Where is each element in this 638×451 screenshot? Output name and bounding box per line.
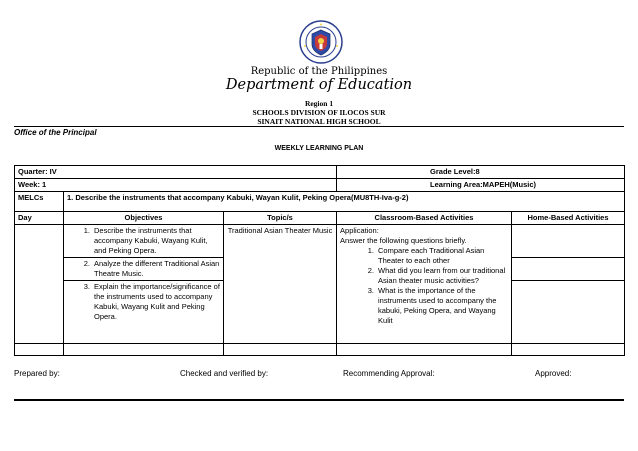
topic-cell: Traditional Asian Theater Music xyxy=(224,225,337,344)
melcs-row xyxy=(15,192,625,212)
column-header-row xyxy=(15,212,625,225)
objective-3: 3. Explain the importance/significance of the instruments used to accompany Kabuki, Wayang Kulit and Peking Opera. xyxy=(64,281,224,344)
weekly-plan-table xyxy=(14,165,625,356)
school-name: SINAIT NATIONAL HIGH SCHOOL xyxy=(257,117,381,126)
approved-label: Approved: xyxy=(535,369,572,378)
col-classroom-activities: Classroom-Based Activities xyxy=(337,212,512,225)
activity-item-2: 2. What did you learn from our traditional Asian theater music activities? xyxy=(367,266,506,285)
office-label: Office of the Principal xyxy=(14,128,97,137)
home-activities-cell-1 xyxy=(512,225,625,258)
recommending-approval-label: Recommending Approval: xyxy=(343,369,435,378)
objective-2: 2. Analyze the different Traditional Asian Theatre Music. xyxy=(64,258,224,281)
week-cell: Week: 1 xyxy=(15,179,337,192)
plan-row-1 xyxy=(15,225,625,258)
deped-seal-icon xyxy=(299,20,343,64)
activity-item-1: 1. Compare each Traditional Asian Theater to each other xyxy=(367,246,485,265)
col-day: Day xyxy=(15,212,64,225)
quarter-row xyxy=(15,166,625,179)
melcs-label: MELCs xyxy=(15,192,64,212)
col-home-activities: Home-Based Activities xyxy=(512,212,625,225)
home-activities-cell-2 xyxy=(512,258,625,281)
activity-item-3: 3. What is the importance of the instruments used to accompany the kabuki, Peking Opera, and Wayang Kulit xyxy=(367,286,497,325)
day-cell xyxy=(15,225,64,344)
classroom-activities-cell xyxy=(337,225,512,344)
activities-intro: Answer the following questions briefly. xyxy=(340,236,467,245)
home-activities-cell-3 xyxy=(512,281,625,344)
division-text: SCHOOLS DIVISION OF ILOCOS SUR xyxy=(252,108,386,117)
footer-divider xyxy=(14,399,624,401)
grade-level-cell: Grade Level:8 xyxy=(337,166,625,179)
week-row xyxy=(15,179,625,192)
checked-by-label: Checked and verified by: xyxy=(180,369,269,378)
melcs-text: 1. Describe the instruments that accompany Kabuki, Wayan Kulit, Peking Opera(MU8TH-Iva-g-2) xyxy=(64,192,625,212)
quarter-cell: Quarter: IV xyxy=(15,166,337,179)
empty-row xyxy=(15,344,625,356)
col-objectives: Objectives xyxy=(64,212,224,225)
learning-area-cell: Learning Area:MAPEH(Music) xyxy=(337,179,625,192)
region-text: Region 1 xyxy=(304,99,334,108)
activities-heading: Application: xyxy=(340,226,379,235)
republic-text: Republic of the Philippines xyxy=(250,66,388,77)
header-divider xyxy=(14,126,624,127)
prepared-by-label: Prepared by: xyxy=(14,369,60,378)
col-topics: Topic/s xyxy=(224,212,337,225)
department-title: Department of Education xyxy=(225,77,413,93)
objective-1: 1. Describe the instruments that accompany Kabuki, Wayang Kulit, and Peking Opera. xyxy=(64,225,224,258)
document-title: WEEKLY LEARNING PLAN xyxy=(274,145,364,152)
